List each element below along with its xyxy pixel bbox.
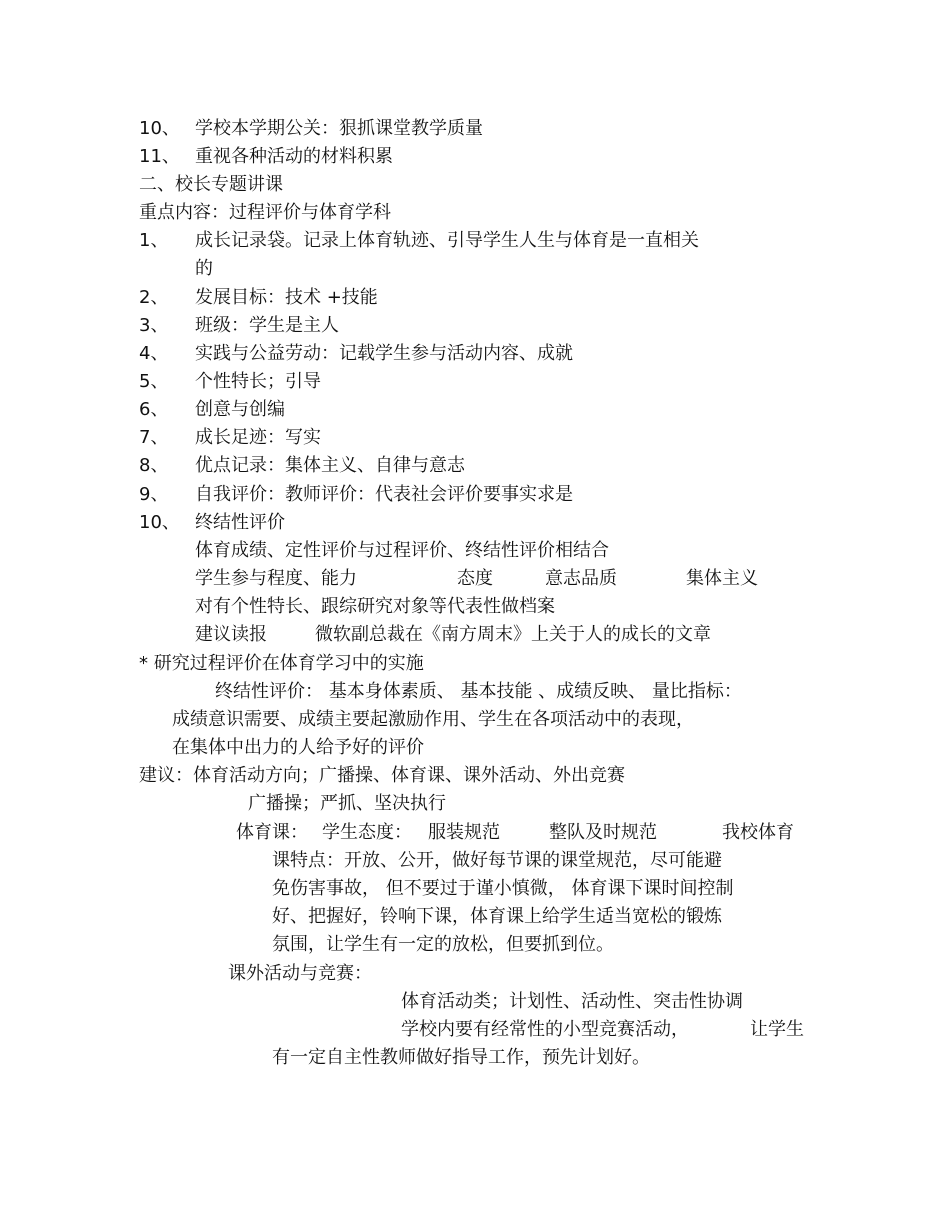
pe-class-body-line: 好、把握好，铃响下课，体育课上给学生适当宽松的锻炼 — [272, 906, 722, 927]
item-number: 3、 — [139, 315, 169, 336]
item-number: 1、 — [139, 230, 169, 251]
item-number: 2、 — [139, 287, 169, 308]
extracurricular-line: 学校内要有经常性的小型竞赛活动， — [401, 1019, 689, 1040]
item-number: 11、 — [139, 146, 180, 167]
item-number: 8、 — [139, 455, 169, 476]
item-text: 重视各种活动的材料积累 — [195, 146, 393, 167]
suggestion-line: 建议：体育活动方向；广播操、体育课、课外活动、外出竞赛 — [139, 765, 625, 786]
extracurricular-line: 体育活动类；计划性、活动性、突击性协调 — [401, 991, 743, 1012]
pe-class-dress: 服装规范 — [428, 822, 500, 843]
final-eval-line: 终结性评价： 基本身体素质、 基本技能 、成绩反映、 量比指标： — [215, 681, 742, 702]
pe-class-body-line: 免伤害事故， 但不要过于谨小慎微， 体育课下课时间控制 — [272, 878, 734, 899]
extracurricular-line: 有一定自主性教师做好指导工作，预先计划好。 — [272, 1047, 650, 1068]
item-number: 4、 — [139, 343, 169, 364]
final-eval-line: 成绩意识需要、成绩主要起激励作用、学生在各项活动中的表现， — [172, 709, 694, 730]
extracurricular-line: 让学生 — [750, 1019, 804, 1040]
item-text: 学校本学期公关：狠抓课堂教学质量 — [195, 118, 483, 139]
item-number: 7、 — [139, 427, 169, 448]
sub-line: 微软副总裁在《南方周末》上关于人的成长的文章 — [315, 624, 711, 645]
item-number: 10、 — [139, 118, 180, 139]
sub-line: 体育成绩、定性评价与过程评价、终结性评价相结合 — [195, 540, 609, 561]
item-text-continuation: 的 — [195, 258, 213, 279]
item-text: 成长记录袋。记录上体育轨迹、引导学生人生与体育是一直相关 — [195, 230, 699, 251]
item-text: 成长足迹：写实 — [195, 427, 321, 448]
pe-class-attitude: 学生态度： — [322, 822, 412, 843]
pe-class-lineup: 整队及时规范 — [549, 822, 657, 843]
item-text: 个性特长；引导 — [195, 371, 321, 392]
item-number: 10、 — [139, 512, 180, 533]
pe-class-body-line: 氛围，让学生有一定的放松，但要抓到位。 — [272, 934, 614, 955]
sub-line: 意志品质 — [545, 568, 617, 589]
item-number: 9、 — [139, 484, 169, 505]
final-eval-line: 在集体中出力的人给予好的评价 — [172, 737, 424, 758]
pe-class-body-line: 课特点：开放、公开，做好每节课的课堂规范，尽可能避 — [272, 850, 722, 871]
pe-class-label: 体育课： — [236, 822, 308, 843]
item-text: 终结性评价 — [195, 512, 285, 533]
sub-line: 学生参与程度、能力 — [195, 568, 357, 589]
item-text: 实践与公益劳动：记载学生参与活动内容、成就 — [195, 343, 573, 364]
item-text: 发展目标：技术 +技能 — [195, 287, 378, 308]
broadcast-line: 广播操；严抓、坚决执行 — [248, 793, 446, 814]
research-heading: * 研究过程评价在体育学习中的实施 — [139, 653, 424, 674]
extracurricular-label: 课外活动与竞赛： — [228, 963, 372, 984]
sub-line: 态度 — [457, 568, 493, 589]
item-text: 创意与创编 — [195, 399, 285, 420]
item-number: 5、 — [139, 371, 169, 392]
item-text: 自我评价：教师评价：代表社会评价要事实求是 — [195, 484, 573, 505]
item-number: 6、 — [139, 399, 169, 420]
focus-line: 重点内容：过程评价与体育学科 — [139, 202, 391, 223]
sub-line: 对有个性特长、跟综研究对象等代表性做档案 — [195, 596, 555, 617]
sub-line: 集体主义 — [686, 568, 758, 589]
section-heading: 二、校长专题讲课 — [139, 174, 283, 195]
item-text: 优点记录：集体主义、自律与意志 — [195, 455, 465, 476]
item-text: 班级：学生是主人 — [195, 315, 339, 336]
pe-class-school: 我校体育 — [722, 822, 794, 843]
sub-line: 建议读报 — [195, 624, 267, 645]
